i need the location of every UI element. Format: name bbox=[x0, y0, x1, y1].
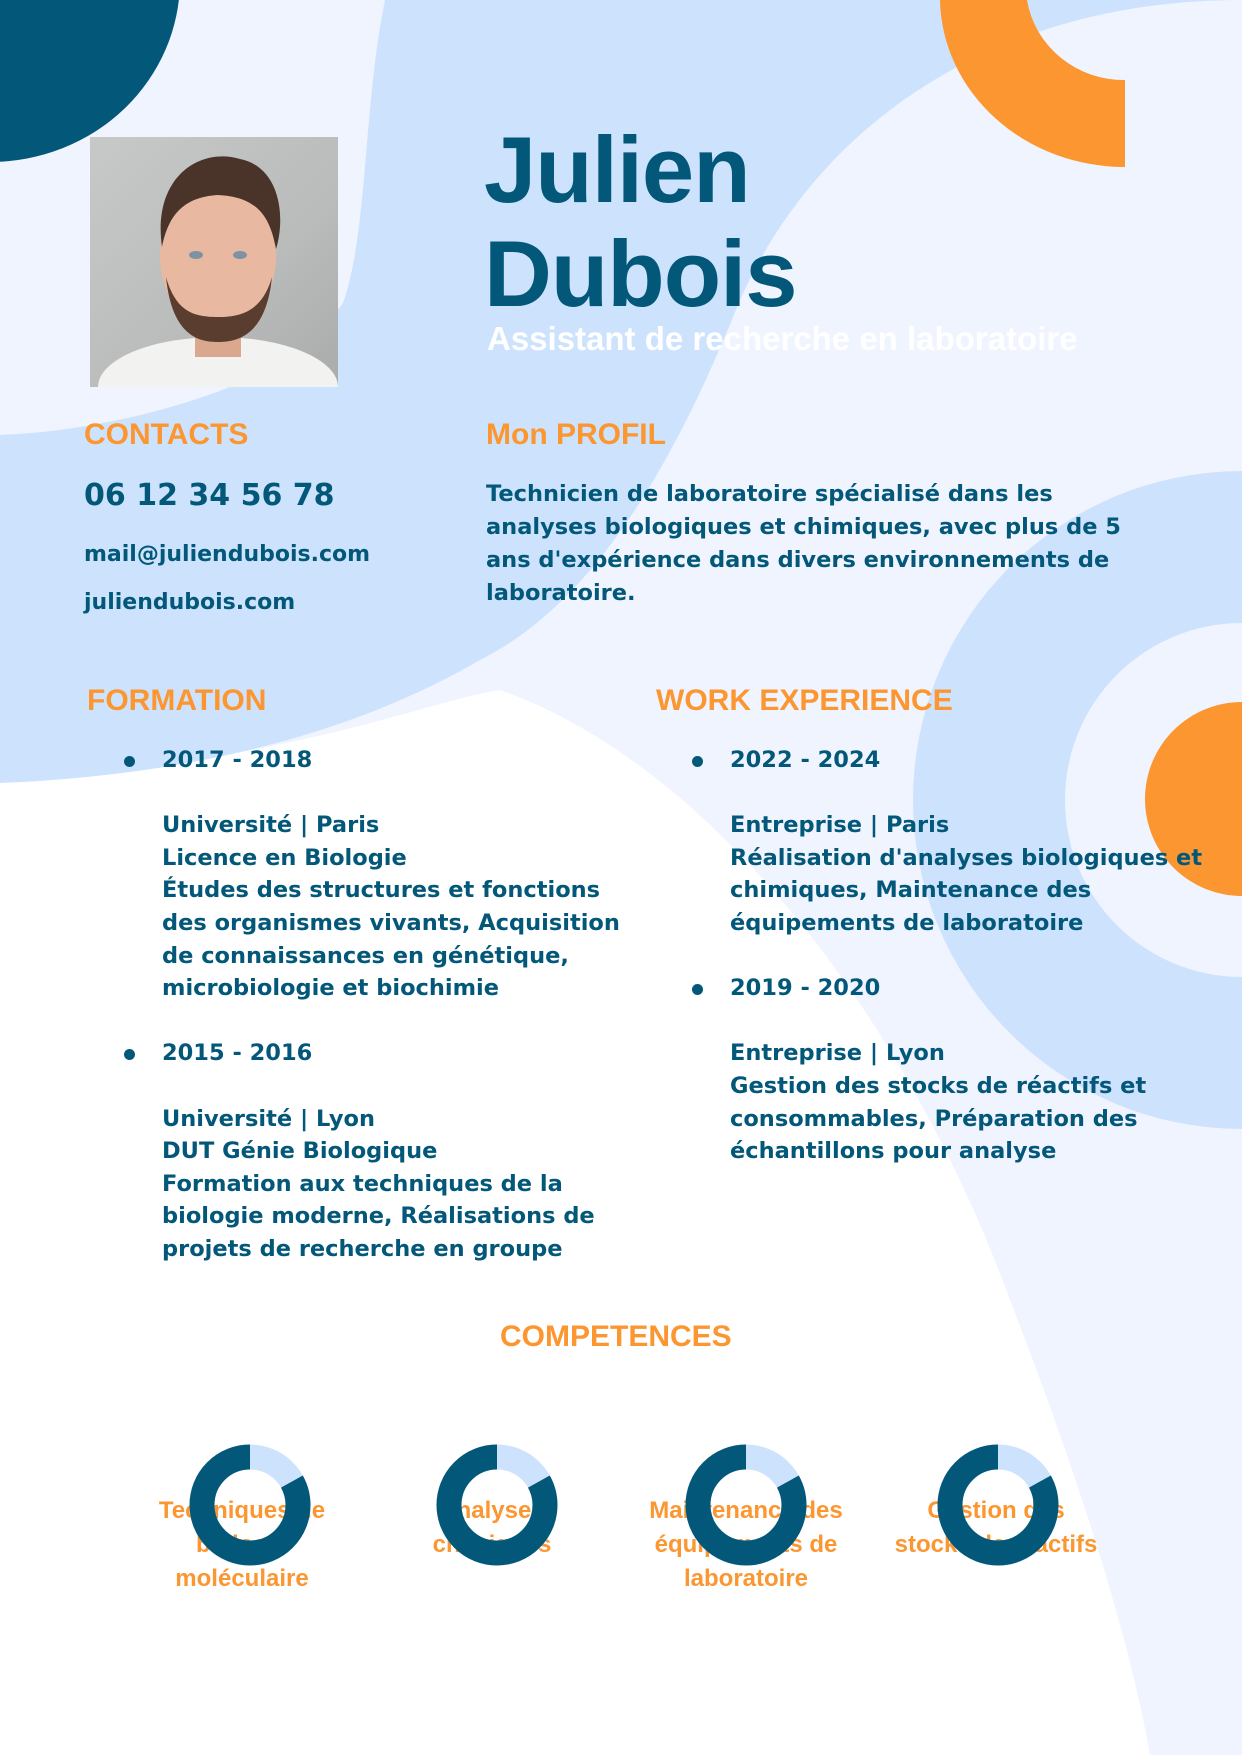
entry-institution: Université | Lyon bbox=[162, 1105, 375, 1132]
job-title: Assistant de recherche en laboratoire bbox=[487, 320, 1078, 357]
entry-description: Études des structures et fonctions bbox=[162, 877, 601, 904]
entry-institution: Université | Paris bbox=[162, 812, 380, 839]
entry-description: Gestion des stocks de réactifs et bbox=[730, 1072, 1147, 1099]
skill-donut-chart bbox=[189, 1444, 311, 1566]
bullet-icon bbox=[692, 984, 703, 995]
profile-photo bbox=[90, 137, 338, 387]
experience-entry bbox=[652, 744, 1202, 940]
entry-degree: Licence en Biologie bbox=[162, 844, 407, 871]
entry-years: 2022 - 2024 bbox=[730, 747, 881, 773]
skill-label: Techniques de biologie moléculaire bbox=[158, 1497, 326, 1592]
profile-summary: Technicien de laboratoire spécialisé dans les analyses biologiques et chimiques, avec plus de 5 ans d'expérience dans divers environnements de laboratoire. bbox=[486, 481, 1121, 606]
experience-list bbox=[652, 744, 1202, 1168]
skill-donut-chart bbox=[685, 1444, 807, 1566]
entry-company: Entreprise | Paris bbox=[730, 812, 950, 839]
formation-entry bbox=[84, 744, 620, 1005]
entry-description: chimiques, Maintenance des bbox=[730, 877, 1092, 904]
contact-phone[interactable]: 06 12 34 56 78 bbox=[84, 478, 335, 513]
entry-years: 2015 - 2016 bbox=[162, 1040, 313, 1067]
entry-description: échantillons pour analyse bbox=[730, 1138, 1057, 1165]
contact-email[interactable]: mail@juliendubois.com bbox=[84, 542, 371, 567]
entry-description: microbiologie et biochimie bbox=[162, 975, 500, 1002]
entry-description: de connaissances en génétique, bbox=[162, 942, 569, 969]
contact-website[interactable]: juliendubois.com bbox=[84, 590, 296, 615]
bullet-icon bbox=[124, 1049, 135, 1060]
experience-heading: WORK EXPERIENCE bbox=[656, 684, 953, 717]
entry-years: 2019 - 2020 bbox=[730, 975, 881, 1002]
entry-degree: DUT Génie Biologique bbox=[162, 1138, 438, 1165]
competences-heading: COMPETENCES bbox=[500, 1320, 732, 1353]
entry-description: consommables, Préparation des bbox=[730, 1105, 1138, 1132]
skill-donut-chart bbox=[937, 1444, 1059, 1566]
entry-description: des organismes vivants, Acquisition bbox=[162, 909, 620, 936]
last-name: Dubois bbox=[484, 221, 797, 326]
entry-description: projets de recherche en groupe bbox=[162, 1235, 563, 1262]
skill-donut-chart bbox=[436, 1444, 558, 1566]
skill-label: Analyses chimiques bbox=[432, 1497, 552, 1558]
bullet-icon bbox=[124, 756, 135, 767]
skill-label: Gestion des stocks de réactifs bbox=[894, 1497, 1098, 1558]
profile-heading: Mon PROFIL bbox=[486, 418, 666, 451]
candidate-name bbox=[484, 118, 797, 326]
formation-entry bbox=[84, 1037, 620, 1265]
experience-entry bbox=[652, 972, 1202, 1168]
entry-years: 2017 - 2018 bbox=[162, 747, 313, 773]
entry-description: biologie moderne, Réalisations de bbox=[162, 1203, 595, 1230]
entry-description: Formation aux techniques de la bbox=[162, 1170, 563, 1197]
formation-heading: FORMATION bbox=[87, 684, 267, 717]
entry-company: Entreprise | Lyon bbox=[730, 1040, 945, 1067]
formation-list bbox=[84, 744, 620, 1266]
person-portrait-icon bbox=[90, 137, 338, 387]
first-name: Julien bbox=[484, 117, 750, 222]
skill-label: Maintenance des équipements de laboratoire bbox=[649, 1497, 843, 1592]
entry-description: Réalisation d'analyses biologiques et bbox=[730, 844, 1203, 871]
contacts-heading: CONTACTS bbox=[84, 418, 249, 451]
bullet-icon bbox=[692, 756, 703, 767]
entry-description: équipements de laboratoire bbox=[730, 909, 1084, 936]
